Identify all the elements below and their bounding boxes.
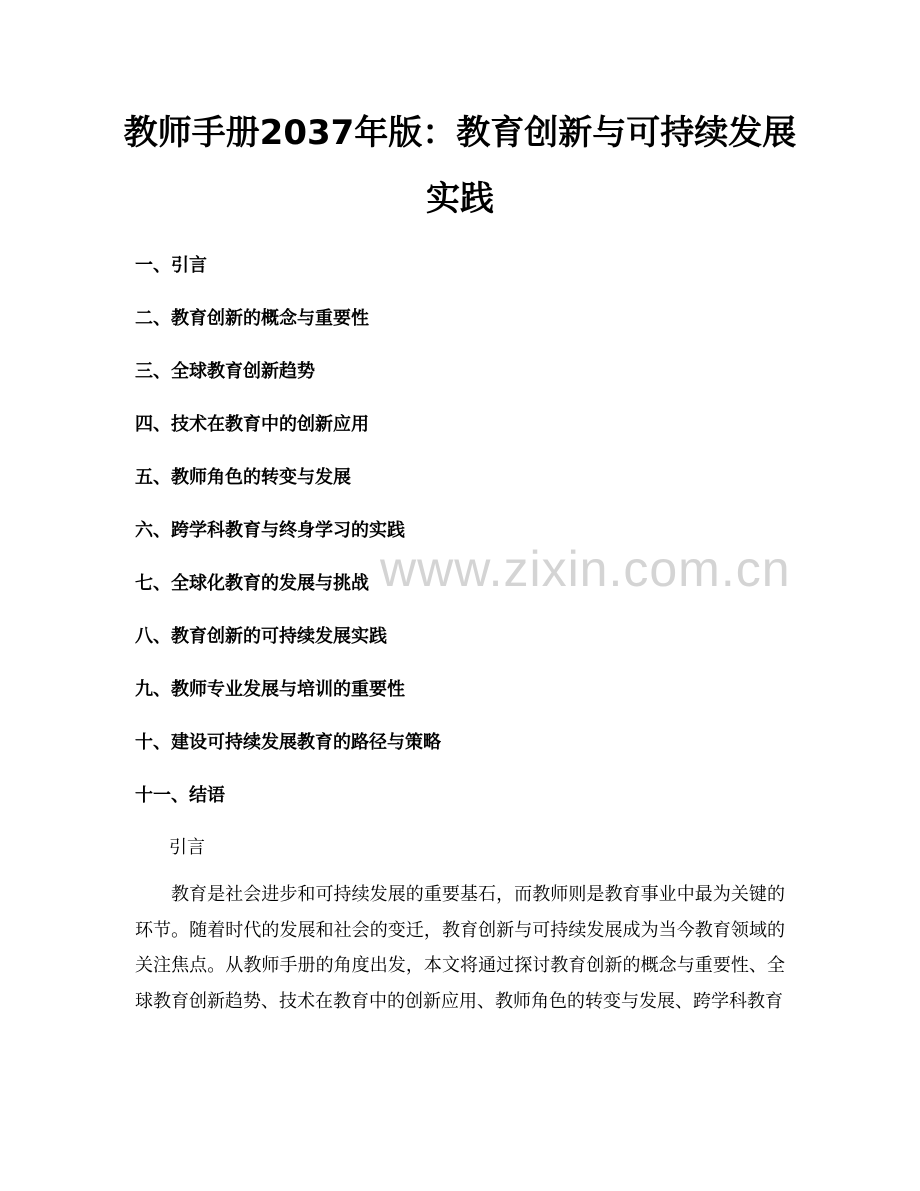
section-heading: 引言 <box>169 837 205 858</box>
toc-item: 一、引言 <box>135 255 207 276</box>
body-paragraph: 教育是社会进步和可持续发展的重要基石，而教师则是教育事业中最为关键的环节。随着时代的发展和社会的变迁，教育创新与可持续发展成为当今教育领域的关注焦点。从教师手册的角度出发，本文将通过探讨教育创新的概念与重要性、全球教育创新趋势、技术在教育中的创新应用、教师角色的转变与发展、跨学科教育 <box>135 884 785 1012</box>
toc-item: 五、教师角色的转变与发展 <box>135 467 351 488</box>
toc-item: 六、跨学科教育与终身学习的实践 <box>135 520 405 541</box>
toc-item: 三、全球教育创新趋势 <box>135 361 315 382</box>
toc-item: 九、教师专业发展与培训的重要性 <box>135 679 405 700</box>
toc-item: 七、全球化教育的发展与挑战 <box>135 573 369 594</box>
toc-item: 八、教育创新的可持续发展实践 <box>135 626 387 647</box>
toc-item: 十一、结语 <box>135 785 225 806</box>
table-of-contents <box>135 250 795 833</box>
toc-item: 十、建设可持续发展教育的路径与策略 <box>135 732 441 753</box>
watermark: www.zixin.com.cn <box>380 541 791 597</box>
document-title: 教师手册2037年版：教育创新与可持续发展实践 <box>123 113 797 219</box>
toc-item: 四、技术在教育中的创新应用 <box>135 414 369 435</box>
toc-item: 二、教育创新的概念与重要性 <box>135 308 369 329</box>
